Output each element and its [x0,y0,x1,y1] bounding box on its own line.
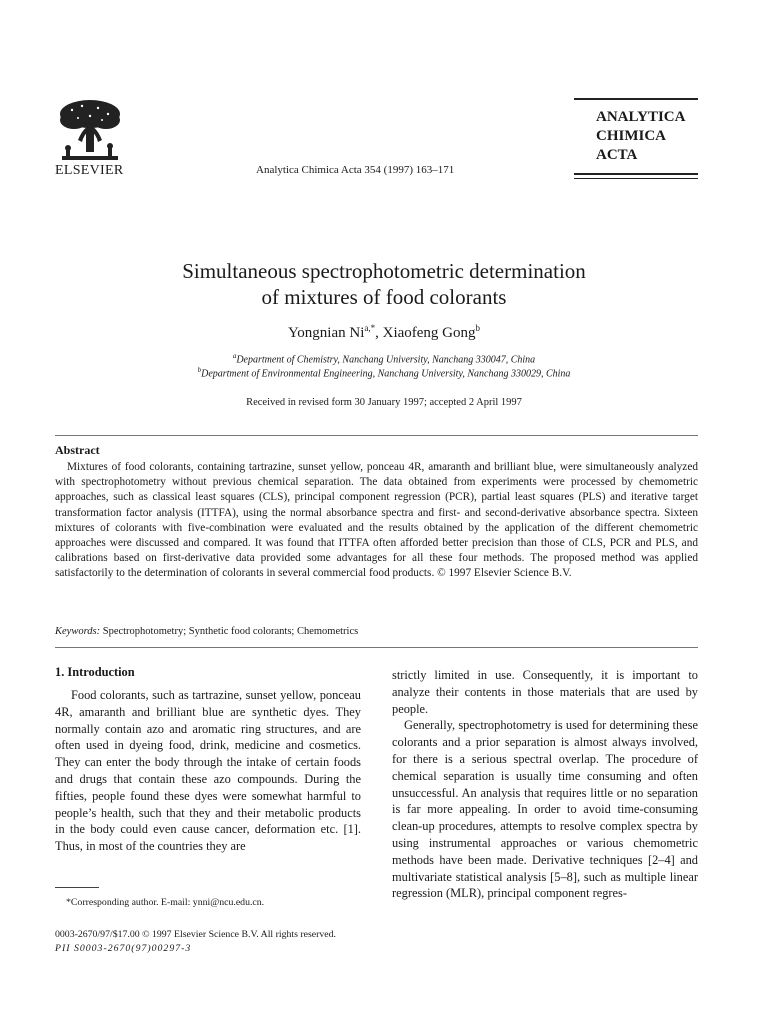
journal-name-line-2: CHIMICA [596,128,666,144]
journal-citation: Analytica Chimica Acta 354 (1997) 163–171 [256,164,455,176]
author-1: Yongnian Ni [287,325,365,341]
author-1-affil-mark: a,* [364,323,376,333]
journal-bottom-rule [574,173,698,175]
journal-name-line-1: ANALYTICA [596,109,686,125]
intro-paragraph-1: Food colorants, such as tartrazine, sunset yellow, ponceau 4R, amaranth and brilliant blue are synthetic dyes. They normally contain azo and aromatic ring structures, and are often used in dyeing food, drink, medicine and cosmetics. They can enter the body through the intake of certain foods and drugs that contain these azo compounds. During the fifties, people found these dyes were somewhat harmful to people’s health, such that they and their metabolic products in the body could even cause cancer, deformation etc. [1]. Thus, in most of the countries they are [55,688,361,854]
publisher-name: ELSEVIER [55,163,124,178]
author-2-affil-mark: b [475,323,481,333]
affiliation-b-mark: b [197,366,202,374]
abstract-top-rule [55,435,698,436]
affiliation-b [0,366,768,379]
journal-bottom-rule-thin [574,178,698,179]
intro-paragraph-2: strictly limited in use. Consequently, it is important to analyze their contents in those materials that are used by people. [392,668,698,716]
keywords [55,626,358,637]
keywords-label: Keywords: [55,626,101,637]
affiliation-a [0,352,768,365]
article-title [0,258,768,310]
copyright-line: 0003-2670/97/$17.00 © 1997 Elsevier Science B.V. All rights reserved. [55,929,336,940]
elsevier-tree-logo [52,96,128,162]
right-column [392,667,698,902]
keywords-list: Spectrophotometry; Synthetic food colorants; Chemometrics [102,626,359,637]
affiliation-a-text: Department of Chemistry, Nanchang University, Nanchang 330047, China [236,354,536,366]
author-2: Xiaofeng Gong [382,325,476,341]
journal-top-rule [574,98,698,100]
title-line-2: of mixtures of food colorants [261,285,507,309]
abstract-heading: Abstract [55,443,100,457]
journal-name [596,108,685,165]
intro-paragraph-3: Generally, spectrophotometry is used for determining these colorants and a prior separation is almost always involved, for there is a serious spectral overlap. The procedure of chemical separation is usually time consuming and often unsuccessful. An analysis that requires little or no separation is far more appealing. In order to avoid time-consuming clean-up procedures, attempts to resolve complex spectra by using instrumental approaches or various chemometric methods have been made. Derivative techniques [2–4] and multivariate statistical analysis [5–8], such as multiple linear regression (MLR), principal component regres- [392,718,698,901]
author-list [0,323,768,342]
copyright-block [55,928,336,955]
pii-line: PII S0003-2670(97)00297-3 [55,942,192,954]
abstract-bottom-rule [55,647,698,648]
footnote-rule [55,887,99,888]
section-heading-introduction: 1. Introduction [55,665,135,679]
corresponding-author-footnote: *Corresponding author. E-mail: ynni@ncu.edu.cn. [66,897,265,908]
abstract-text: Mixtures of food colorants, containing tartrazine, sunset yellow, ponceau 4R, amaranth and brilliant blue, were simultaneously analyzed with spectrophotometry without previous chemical separation. The data obtained from experiments were processed by chemometric approaches, such as classical least squares (CLS), principal component regression (PCR), partial least squares (PLS) and iterative target transformation factor analysis (ITTFA), using the normal absorbance spectra and first- and second-derivative absorbance spectra. Sixteen mixtures of colorants with five-combination were evaluated and the results obtained by the application of the different chemometric approaches were discussed and compared. It was found that ITTFA often afforded better precision than those of CLS, PCR and PLS, and calibrations based on first-derivative data provided some advantages for all these four methods. The proposed method was applied satisfactorily to the determination of colorants in several commercial food products. © 1997 Elsevier Science B.V. [55,461,698,580]
affiliation-b-text: Department of Environmental Engineering, Nanchang University, Nanchang 330029, China [201,368,571,380]
journal-name-line-3: ACTA [596,147,638,163]
author-separator: , [375,325,383,341]
title-line-1: Simultaneous spectrophotometric determination [182,259,586,283]
affiliation-a-mark: a [232,352,237,360]
received-dates: Received in revised form 30 January 1997; accepted 2 April 1997 [246,397,522,408]
